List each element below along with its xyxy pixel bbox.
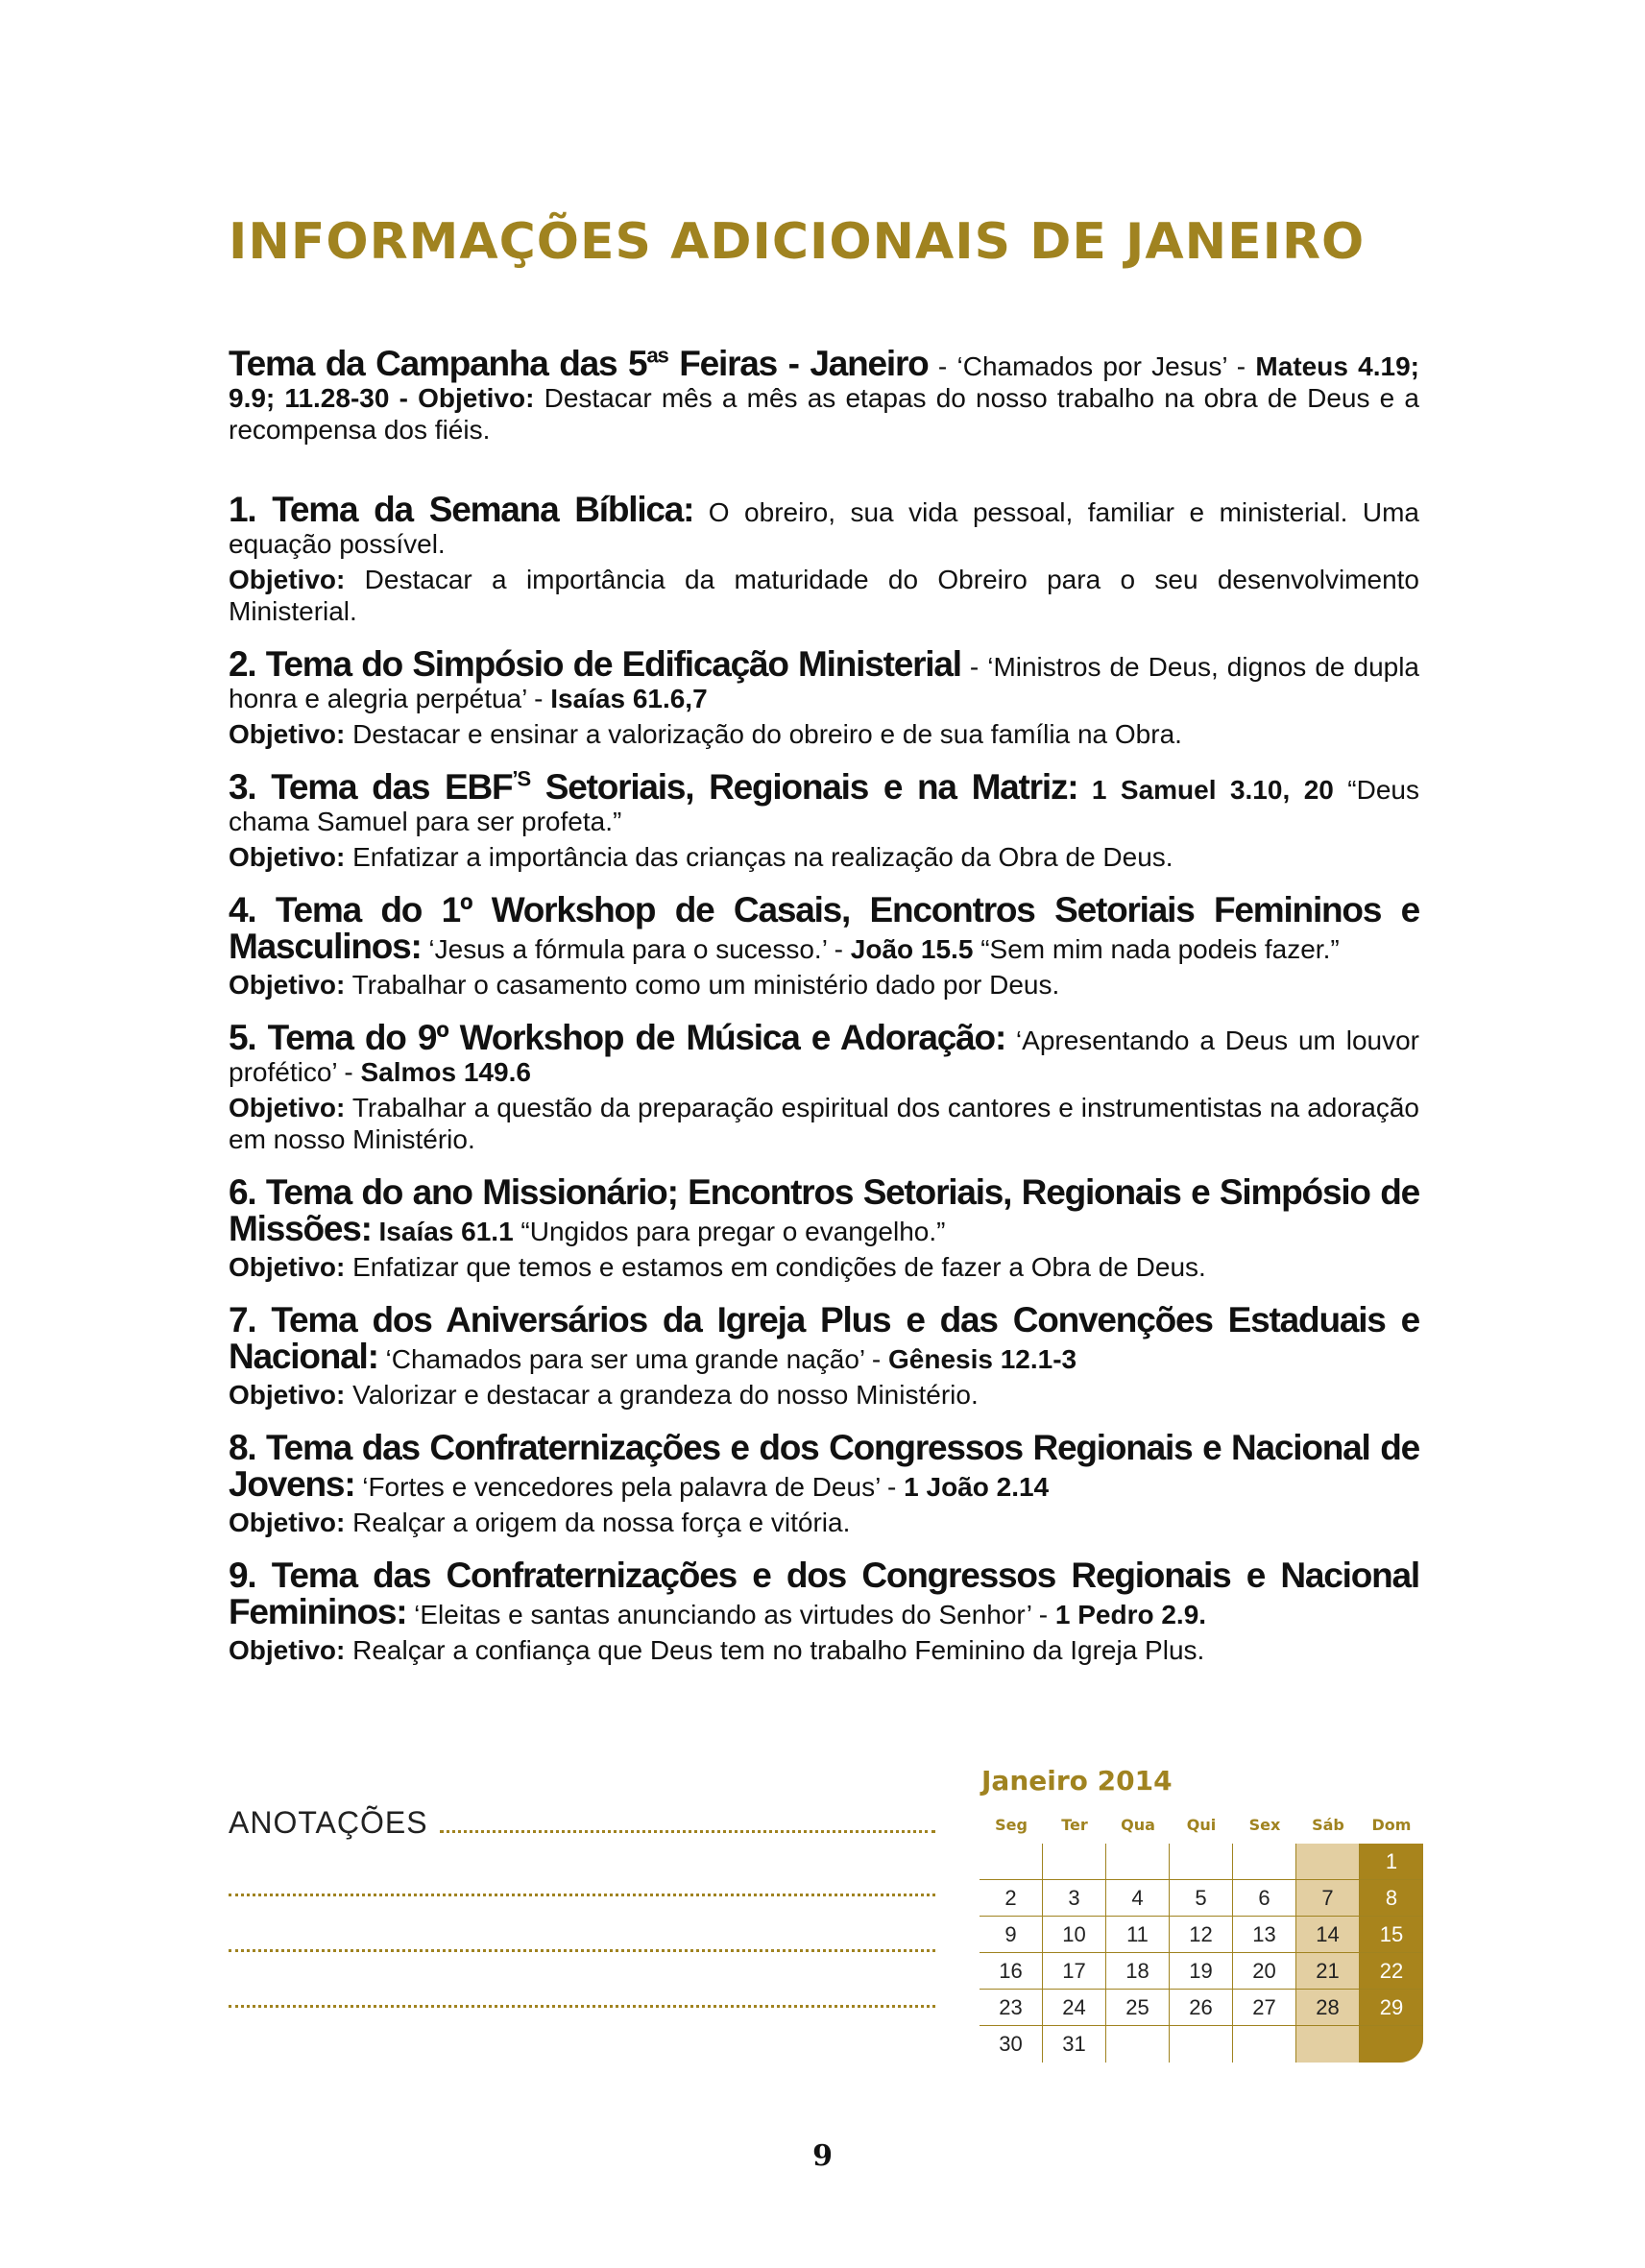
objective (229, 1634, 1419, 1666)
calendar-day: 9 (980, 1917, 1043, 1953)
theme-heading-text: 9. Tema das Confraternizações e dos Congressos Regionais e Nacional Femininos: (229, 1556, 1419, 1631)
calendar-day: 26 (1170, 1990, 1233, 2026)
theme-ref: Isaías 61.1 (378, 1217, 514, 1246)
theme-ref: Gênesis 12.1-3 (888, 1344, 1077, 1374)
calendar-week (980, 1990, 1423, 2026)
calendar-day (1296, 1844, 1360, 1880)
objective-label: Objetivo: (229, 842, 346, 872)
calendar-day: 31 (1043, 2026, 1106, 2063)
calendar-day (1170, 1844, 1233, 1880)
theme-text: O obreiro, sua vida pessoal, familiar e ministerial. Uma equação possível. (229, 497, 1419, 559)
notes-dotted-line[interactable] (229, 1894, 935, 1896)
items-list (229, 492, 1419, 1666)
calendar-day: 23 (980, 1990, 1043, 2026)
calendar-day: 12 (1170, 1917, 1233, 1953)
theme-heading-text: 7. Tema dos Aniversários da Igreja Plus e das Convenções Estaduais e Nacional: (229, 1300, 1419, 1376)
calendar-day (1170, 2026, 1233, 2063)
calendar-day-header: Dom (1371, 1816, 1412, 1834)
intro-heading (229, 344, 929, 383)
theme-item (229, 1557, 1419, 1666)
page-title: INFORMAÇÕES ADICIONAIS DE JANEIRO (229, 213, 1366, 271)
calendar-day (1360, 2026, 1423, 2063)
calendar-body (980, 1844, 1423, 2063)
objective-text: Valorizar e destacar a grandeza do nosso Ministério. (345, 1380, 979, 1410)
theme-ref: Isaías 61.6,7 (550, 684, 708, 713)
objective-label: Objetivo: (229, 1380, 346, 1410)
calendar-day: 13 (1233, 1917, 1296, 1953)
calendar (980, 1807, 1423, 2063)
intro-sep: - (928, 351, 957, 381)
intro-heading-post: Feiras - Janeiro (667, 344, 929, 383)
calendar-day: 15 (1360, 1917, 1423, 1953)
calendar-day: 30 (980, 2026, 1043, 2063)
calendar-day-header: Seg (995, 1816, 1028, 1834)
theme-heading-text: 6. Tema do ano Missionário; Encontros Setoriais, Regionais e Simpósio de Missões: (229, 1172, 1419, 1248)
notes-dotted-line[interactable] (440, 1830, 935, 1833)
theme-text: ‘Jesus a fórmula para o sucesso.’ - (421, 934, 851, 964)
objective-text: Trabalhar o casamento como um ministério dado por Deus. (345, 970, 1060, 1000)
intro-ref: Mateus 4.19; 9.9; 11.28-30 - Objetivo: (229, 351, 1420, 413)
objective-label: Objetivo: (229, 970, 346, 1000)
theme-heading-text: 5. Tema do 9º Workshop de Música e Adoração: (229, 1018, 1006, 1057)
calendar-day: 1 (1360, 1844, 1423, 1880)
theme-quote: “Deus chama Samuel para ser profeta.” (229, 775, 1419, 836)
theme-ref: João 15.5 (850, 934, 974, 964)
objective-text: Realçar a confiança que Deus tem no trabalho Feminino da Igreja Plus. (345, 1635, 1205, 1665)
theme-text: ‘Apresentando a Deus um louvor profético’ - (229, 1025, 1419, 1087)
calendar-week (980, 1880, 1423, 1917)
objective (229, 969, 1419, 1001)
calendar-day: 25 (1106, 1990, 1170, 2026)
objective-label: Objetivo: (229, 1635, 346, 1665)
theme-heading-text: 4. Tema do 1º Workshop de Casais, Encontros Setoriais Femininos e Masculinos: (229, 890, 1419, 966)
objective-text: Destacar a importância da maturidade do Obreiro para o seu desenvolvimento Ministerial. (229, 565, 1419, 626)
objective (229, 841, 1419, 873)
calendar-week (980, 1953, 1423, 1990)
calendar-day: 22 (1360, 1953, 1423, 1990)
calendar-day (1296, 2026, 1360, 2063)
calendar-day: 6 (1233, 1880, 1296, 1917)
calendar-day (980, 1844, 1043, 1880)
theme-heading-text: 8. Tema das Confraternizações e dos Congressos Regionais e Nacional de Jovens: (229, 1428, 1419, 1504)
calendar-day: 18 (1106, 1953, 1170, 1990)
calendar-day: 20 (1233, 1953, 1296, 1990)
theme-text (372, 1217, 379, 1246)
calendar-day: 10 (1043, 1917, 1106, 1953)
calendar-day-header: Qua (1121, 1816, 1155, 1834)
theme-heading (229, 644, 961, 684)
calendar-day: 11 (1106, 1917, 1170, 1953)
calendar-day (1043, 1844, 1106, 1880)
theme-item (229, 1430, 1419, 1538)
calendar-header (980, 1807, 1423, 1844)
theme-heading (229, 767, 1077, 807)
calendar-day: 4 (1106, 1880, 1170, 1917)
theme-text: ‘Fortes e vencedores pela palavra de Deus’ - (354, 1472, 905, 1502)
theme-item (229, 1020, 1419, 1155)
intro-text: Destacar mês a mês as etapas do nosso trabalho na obra de Deus e a recompensa dos fiéis. (229, 383, 1419, 445)
theme-heading-post: Setoriais, Regionais e na Matriz: (530, 767, 1078, 807)
objective-label: Objetivo: (229, 1508, 346, 1537)
objective (229, 1251, 1419, 1283)
page-number: 9 (812, 2139, 833, 2173)
objective-label: Objetivo: (229, 565, 346, 594)
theme-item (229, 1174, 1419, 1283)
objective (229, 1379, 1419, 1411)
objective (229, 718, 1419, 750)
calendar-day: 8 (1360, 1880, 1423, 1917)
calendar-day-header: Qui (1186, 1816, 1217, 1834)
calendar-title: Janeiro 2014 (981, 1765, 1173, 1797)
intro-block (229, 343, 1420, 446)
theme-item (229, 766, 1419, 873)
calendar-day-header: Ter (1061, 1816, 1088, 1834)
calendar-week (980, 1917, 1423, 1953)
calendar-day (1106, 2026, 1170, 2063)
notes-area (229, 1805, 935, 2008)
objective (229, 564, 1419, 627)
calendar-day: 27 (1233, 1990, 1296, 2026)
calendar-day (1106, 1844, 1170, 1880)
notes-dotted-line[interactable] (229, 2005, 935, 2008)
intro-heading-pre: Tema da Campanha das 5 (229, 344, 647, 383)
calendar-day: 16 (980, 1953, 1043, 1990)
theme-heading-sup: ’S (512, 766, 530, 791)
theme-item (229, 1302, 1419, 1411)
calendar-day: 17 (1043, 1953, 1106, 1990)
theme-heading (229, 490, 693, 529)
objective-text: Enfatizar a importância das crianças na realização da Obra de Deus. (345, 842, 1173, 872)
theme-quote: “Ungidos para pregar o evangelho.” (513, 1217, 946, 1246)
theme-text: - ‘Ministros de Deus, dignos de dupla honra e alegria perpétua’ - (229, 652, 1420, 713)
theme-text: ‘Chamados para ser uma grande nação’ - (377, 1344, 888, 1374)
theme-text: ‘Eleitas e santas anunciando as virtudes do Senhor’ - (406, 1600, 1055, 1629)
objective-text: Realçar a origem da nossa força e vitória. (345, 1508, 851, 1537)
calendar-day-header: Sex (1248, 1816, 1281, 1834)
theme-item (229, 646, 1419, 750)
calendar-day: 28 (1296, 1990, 1360, 2026)
calendar-day: 7 (1296, 1880, 1360, 1917)
notes-label: ANOTAÇÕES (229, 1805, 428, 1840)
objective (229, 1092, 1419, 1155)
calendar-day: 2 (980, 1880, 1043, 1917)
theme-heading-text: 2. Tema do Simpósio de Edificação Ministerial (229, 644, 961, 684)
theme-ref: 1 Samuel 3.10, 20 (1091, 775, 1334, 805)
theme-text (1077, 775, 1091, 805)
theme-quote: “Sem mim nada podeis fazer.” (973, 934, 1340, 964)
objective-label: Objetivo: (229, 719, 346, 749)
theme-ref: 1 Pedro 2.9. (1054, 1600, 1207, 1629)
theme-ref: 1 João 2.14 (904, 1472, 1050, 1502)
theme-item (229, 492, 1419, 627)
calendar-day: 14 (1296, 1917, 1360, 1953)
theme-heading (229, 1018, 1005, 1057)
calendar-week (980, 2026, 1423, 2063)
objective-text: Enfatizar que temos e estamos em condições de fazer a Obra de Deus. (345, 1252, 1206, 1282)
calendar-day: 3 (1043, 1880, 1106, 1917)
calendar-day (1233, 1844, 1296, 1880)
calendar-day: 5 (1170, 1880, 1233, 1917)
calendar-day: 19 (1170, 1953, 1233, 1990)
notes-dotted-line[interactable] (229, 1949, 935, 1952)
intro-theme: ‘Chamados por Jesus’ - (956, 351, 1256, 381)
theme-ref: Salmos 149.6 (360, 1057, 531, 1087)
theme-heading-text: 1. Tema da Semana Bíblica: (229, 490, 694, 529)
objective (229, 1507, 1419, 1538)
calendar-day: 21 (1296, 1953, 1360, 1990)
objective-label: Objetivo: (229, 1252, 346, 1282)
calendar-week (980, 1844, 1423, 1880)
content (229, 343, 1420, 1685)
calendar-day: 29 (1360, 1990, 1423, 2026)
theme-item (229, 892, 1419, 1001)
calendar-day: 24 (1043, 1990, 1106, 2026)
calendar-day-header: Sáb (1312, 1816, 1344, 1834)
objective-text: Trabalhar a questão da preparação espiritual dos cantores e instrumentistas na adoração em nosso Ministério. (229, 1093, 1419, 1154)
calendar-day (1233, 2026, 1296, 2063)
objective-text: Destacar e ensinar a valorização do obreiro e de sua família na Obra. (345, 719, 1182, 749)
objective-label: Objetivo: (229, 1093, 346, 1122)
intro-heading-sup: as (646, 343, 668, 368)
theme-heading-text: 3. Tema das EBF (229, 767, 513, 807)
